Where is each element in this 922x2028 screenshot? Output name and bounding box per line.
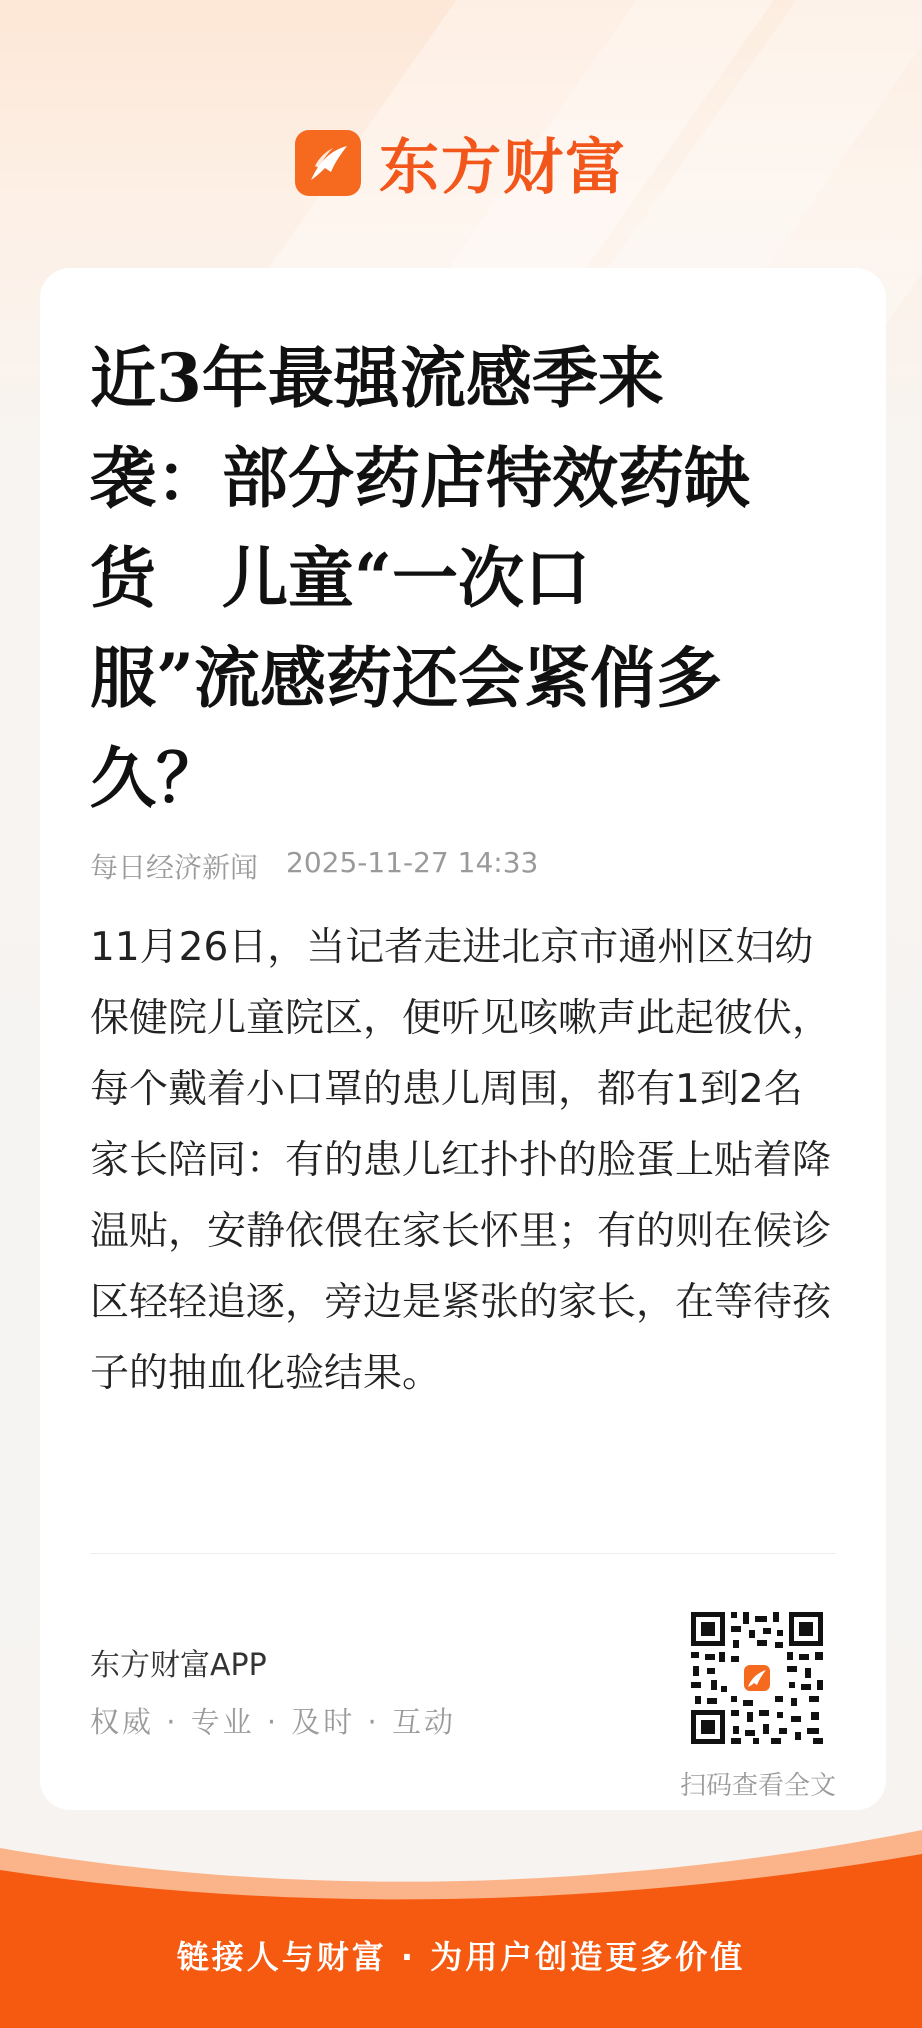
brand-header [0, 118, 922, 208]
title-line: 货 儿童“一次口 [90, 539, 590, 617]
article-source: 每日经济新闻 [90, 851, 259, 884]
article-title [90, 328, 836, 828]
title-line: 袭：部分药店特效药缺 [90, 439, 750, 517]
divider [90, 1553, 836, 1554]
article-meta [90, 846, 538, 886]
app-tagline: 权威 · 专业 · 及时 · 互动 [90, 1705, 456, 1739]
article-datetime: 2025-11-27 14:33 [286, 846, 539, 879]
eastmoney-logo-icon [295, 130, 361, 196]
footer-wave [0, 1830, 922, 2028]
app-name: 东方财富APP [90, 1648, 267, 1683]
article-card[interactable] [40, 268, 886, 1810]
title-line: 久？ [90, 739, 222, 817]
qr-caption: 扫码查看全文 [679, 1771, 836, 1801]
brand-name: 东方财富 [379, 133, 627, 203]
footer-slogan: 链接人与财富 · 为用户创造更多价值 [176, 1938, 746, 1976]
footer-banner [0, 1830, 922, 2028]
title-line: 近3年最强流感季来 [90, 339, 664, 417]
article-body: 11月26日，当记者走进北京市通州区妇幼保健院儿童院区，便听见咳嗽声此起彼伏，每个戴着小口罩的患儿周围，都有1到2名家长陪同：有的患儿红扑扑的脸蛋上贴着降温贴，安静依偎在家长怀里；有的则在候诊区轻轻追逐，旁边是紧张的家长，在等待孩子的抽血化验结果。 [90, 925, 832, 1396]
qr-code-icon[interactable] [687, 1608, 827, 1748]
title-line: 服”流感药还会紧俏多 [90, 639, 722, 717]
